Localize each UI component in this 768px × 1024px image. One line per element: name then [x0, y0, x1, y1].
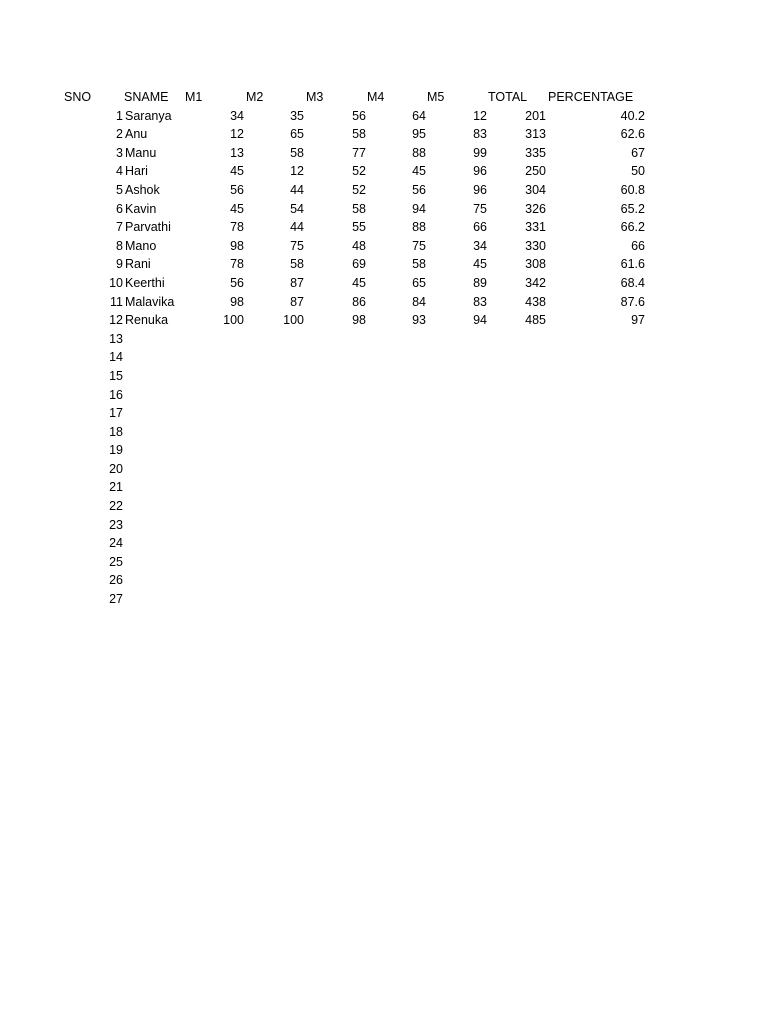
cell-total: 335	[525, 145, 546, 160]
cell-m4: 65	[412, 275, 426, 290]
cell-sno: 4	[116, 164, 123, 179]
table-row	[0, 162, 768, 181]
cell-m5: 75	[473, 201, 487, 216]
cell-m4: 45	[412, 164, 426, 179]
cell-total: 326	[525, 201, 546, 216]
header-m2: M2	[246, 90, 264, 104]
cell-m1: 100	[223, 313, 244, 328]
cell-total: 438	[525, 294, 546, 309]
cell-m4: 75	[412, 238, 426, 253]
cell-sno: 12	[109, 313, 123, 328]
cell-m2: 58	[290, 145, 304, 160]
cell-total: 304	[525, 182, 546, 197]
cell-sno: 6	[116, 201, 123, 216]
cell-percentage: 97	[631, 313, 645, 328]
cell-percentage: 66	[631, 238, 645, 253]
cell-total: 313	[525, 127, 546, 142]
cell-total: 331	[525, 220, 546, 235]
cell-sname: Ashok	[125, 182, 160, 197]
cell-sno: 23	[109, 517, 123, 532]
cell-percentage: 67	[631, 145, 645, 160]
cell-m3: 48	[352, 238, 366, 253]
table-row-empty	[0, 423, 768, 442]
table-row-empty	[0, 571, 768, 590]
cell-m5: 83	[473, 294, 487, 309]
cell-m5: 96	[473, 164, 487, 179]
cell-sno: 3	[116, 145, 123, 160]
table-row-empty	[0, 478, 768, 497]
cell-sno: 26	[109, 573, 123, 588]
cell-m1: 56	[230, 275, 244, 290]
cell-m4: 58	[412, 257, 426, 272]
cell-m1: 45	[230, 201, 244, 216]
cell-m5: 12	[473, 108, 487, 123]
table-row-empty	[0, 534, 768, 553]
cell-m4: 64	[412, 108, 426, 123]
cell-m1: 56	[230, 182, 244, 197]
cell-m1: 12	[230, 127, 244, 142]
cell-sno: 19	[109, 443, 123, 458]
table-row	[0, 218, 768, 237]
cell-m5: 94	[473, 313, 487, 328]
cell-m3: 55	[352, 220, 366, 235]
data-rows	[0, 107, 768, 330]
cell-sno: 5	[116, 182, 123, 197]
cell-sno: 1	[116, 108, 123, 123]
cell-sno: 20	[109, 461, 123, 476]
cell-percentage: 60.8	[620, 182, 645, 197]
cell-total: 342	[525, 275, 546, 290]
cell-m2: 44	[290, 220, 304, 235]
cell-m1: 78	[230, 220, 244, 235]
cell-percentage: 62.6	[620, 127, 645, 142]
cell-percentage: 50	[631, 164, 645, 179]
cell-m3: 58	[352, 127, 366, 142]
table-row-empty	[0, 441, 768, 460]
cell-sname: Hari	[125, 164, 148, 179]
cell-m2: 54	[290, 201, 304, 216]
table-row	[0, 125, 768, 144]
cell-m3: 86	[352, 294, 366, 309]
cell-m1: 45	[230, 164, 244, 179]
cell-sname: Rani	[125, 257, 151, 272]
cell-sname: Keerthi	[125, 275, 165, 290]
cell-percentage: 68.4	[620, 275, 645, 290]
header-sno: SNO	[64, 90, 92, 104]
cell-sno: 10	[109, 275, 123, 290]
table-row-empty	[0, 553, 768, 572]
table-row	[0, 237, 768, 256]
cell-m5: 45	[473, 257, 487, 272]
cell-sno: 7	[116, 220, 123, 235]
cell-m1: 98	[230, 294, 244, 309]
table-row-empty	[0, 516, 768, 535]
cell-sname: Anu	[125, 127, 148, 142]
cell-sname: Kavin	[125, 201, 157, 216]
cell-m2: 35	[290, 108, 304, 123]
cell-m2: 65	[290, 127, 304, 142]
cell-m2: 87	[290, 275, 304, 290]
table-row	[0, 255, 768, 274]
cell-m3: 56	[352, 108, 366, 123]
cell-m4: 94	[412, 201, 426, 216]
cell-m5: 99	[473, 145, 487, 160]
cell-m4: 95	[412, 127, 426, 142]
cell-m1: 98	[230, 238, 244, 253]
cell-sno: 14	[109, 350, 123, 365]
cell-m2: 44	[290, 182, 304, 197]
cell-m3: 52	[352, 182, 366, 197]
table-row	[0, 144, 768, 163]
cell-m5: 83	[473, 127, 487, 142]
table-row-empty	[0, 386, 768, 405]
cell-sno: 9	[116, 257, 123, 272]
cell-m3: 98	[352, 313, 366, 328]
cell-sno: 11	[110, 294, 123, 309]
cell-sno: 18	[109, 424, 123, 439]
cell-sname: Parvathi	[125, 220, 171, 235]
cell-percentage: 65.2	[620, 201, 645, 216]
cell-m4: 88	[412, 145, 426, 160]
cell-percentage: 40.2	[620, 108, 645, 123]
table-row-empty	[0, 348, 768, 367]
cell-total: 201	[525, 108, 546, 123]
cell-total: 485	[525, 313, 546, 328]
cell-m3: 69	[352, 257, 366, 272]
cell-percentage: 61.6	[620, 257, 645, 272]
cell-m1: 78	[230, 257, 244, 272]
cell-sno: 17	[109, 406, 123, 421]
table-row-empty	[0, 590, 768, 609]
cell-m2: 12	[290, 164, 304, 179]
header-m3: M3	[306, 90, 324, 104]
table-row-empty	[0, 330, 768, 349]
cell-m5: 34	[473, 238, 487, 253]
cell-m5: 89	[473, 275, 487, 290]
cell-sno: 27	[109, 592, 123, 607]
header-percentage: PERCENTAGE	[548, 90, 634, 104]
table-row	[0, 293, 768, 312]
cell-m3: 52	[352, 164, 366, 179]
marks-sheet	[0, 88, 768, 609]
cell-sno: 22	[109, 499, 123, 514]
cell-sno: 21	[109, 480, 123, 495]
table-row-empty	[0, 404, 768, 423]
table-row-empty	[0, 460, 768, 479]
cell-sno: 13	[109, 331, 123, 346]
cell-sno: 16	[109, 387, 123, 402]
header-m5: M5	[427, 90, 445, 104]
cell-sno: 15	[109, 368, 123, 383]
cell-sno: 24	[109, 536, 123, 551]
cell-sname: Malavika	[125, 294, 175, 309]
cell-m2: 87	[290, 294, 304, 309]
cell-sname: Mano	[125, 238, 157, 253]
cell-m4: 84	[412, 294, 426, 309]
table-row	[0, 107, 768, 126]
cell-m4: 88	[412, 220, 426, 235]
table-row	[0, 311, 768, 330]
cell-percentage: 66.2	[620, 220, 645, 235]
cell-m2: 58	[290, 257, 304, 272]
cell-m5: 66	[473, 220, 487, 235]
cell-m4: 93	[412, 313, 426, 328]
header-m1: M1	[185, 90, 203, 104]
cell-total: 330	[525, 238, 546, 253]
cell-sno: 25	[109, 554, 123, 569]
cell-m3: 45	[352, 275, 366, 290]
cell-m3: 58	[352, 201, 366, 216]
header-row	[0, 88, 768, 107]
table-row-empty	[0, 497, 768, 516]
cell-total: 250	[525, 164, 546, 179]
cell-sno: 2	[116, 127, 123, 142]
table-row	[0, 200, 768, 219]
cell-m3: 77	[352, 145, 366, 160]
header-sname: SNAME	[124, 90, 169, 104]
header-m4: M4	[367, 90, 385, 104]
empty-rows	[0, 330, 768, 609]
cell-sname: Saranya	[125, 108, 172, 123]
cell-sname: Renuka	[125, 313, 169, 328]
cell-m4: 56	[412, 182, 426, 197]
cell-m2: 75	[290, 238, 304, 253]
cell-sno: 8	[116, 238, 123, 253]
table-row	[0, 181, 768, 200]
cell-m5: 96	[473, 182, 487, 197]
header-total: TOTAL	[488, 90, 528, 104]
cell-m1: 13	[230, 145, 244, 160]
table-row-empty	[0, 367, 768, 386]
cell-percentage: 87.6	[620, 294, 645, 309]
cell-total: 308	[525, 257, 546, 272]
cell-m2: 100	[283, 313, 304, 328]
cell-sname: Manu	[125, 145, 157, 160]
table-row	[0, 274, 768, 293]
cell-m1: 34	[230, 108, 244, 123]
